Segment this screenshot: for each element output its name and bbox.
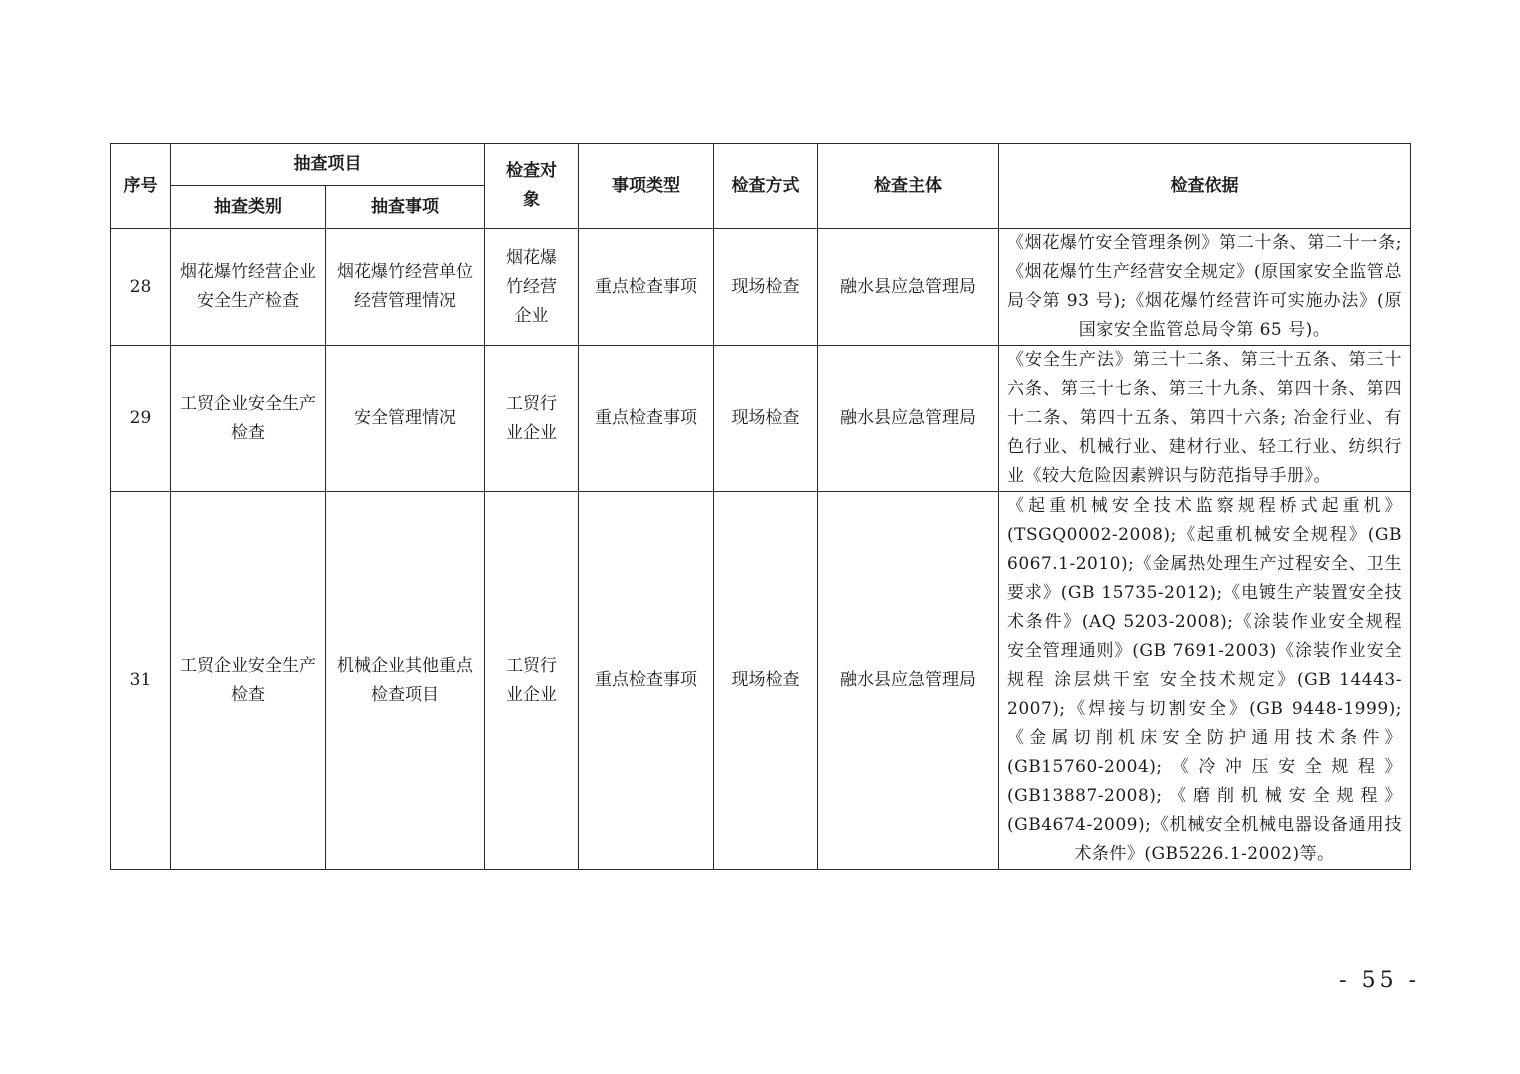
row-matter: 安全管理情况 — [326, 346, 485, 492]
row-object: 烟花爆竹经营企业 — [485, 229, 579, 346]
row-category: 工贸企业安全生产检查 — [171, 346, 326, 492]
row-type: 重点检查事项 — [579, 492, 714, 870]
page-number: - 55 - — [1339, 968, 1420, 993]
table-row — [111, 229, 1411, 346]
row-basis: 《烟花爆竹安全管理条例》第二十条、第二十一条;《烟花爆竹生产经营安全规定》(原国家安全监管总局令第 93 号);《烟花爆竹经营许可实施办法》(原国家安全监管总局令第 65 号)。 — [999, 229, 1411, 346]
row-type: 重点检查事项 — [579, 346, 714, 492]
row-subject: 融水县应急管理局 — [818, 492, 999, 870]
row-seq: 29 — [111, 346, 171, 492]
header-matter: 抽查事项 — [326, 186, 485, 229]
row-method: 现场检查 — [714, 492, 818, 870]
header-row-1 — [111, 144, 1411, 186]
row-method: 现场检查 — [714, 229, 818, 346]
row-seq: 31 — [111, 492, 171, 870]
row-basis: 《起重机械安全技术监察规程桥式起重机》(TSGQ0002-2008);《起重机械安全规程》(GB 6067.1-2010);《金属热处理生产过程安全、卫生要求》(GB 15735-2012);《电镀生产装置安全技术条件》(AQ 5203-2008);《涂装作业安全规程 安全管理通则》(GB 7691-2003)《涂装作业安全规程 涂层烘干室 安全技术规定》(GB 14443-2007);《焊接与切割安全》(GB 9448-1999);《金属切削机床安全防护通用技术条件》(GB15760-2004);《冷冲压安全规程》(GB13887-2008);《磨削机械安全规程》(GB4674-2009);《机械安全机械电器设备通用技术条件》(GB5226.1-2002)等。 — [999, 492, 1411, 870]
inspection-table — [110, 143, 1411, 870]
header-method: 检查方式 — [714, 144, 818, 229]
header-seq: 序号 — [111, 144, 171, 229]
table-row — [111, 346, 1411, 492]
row-object: 工贸行业企业 — [485, 346, 579, 492]
row-method: 现场检查 — [714, 346, 818, 492]
row-subject: 融水县应急管理局 — [818, 229, 999, 346]
table-row — [111, 492, 1411, 870]
row-basis: 《安全生产法》第三十二条、第三十五条、第三十六条、第三十七条、第三十九条、第四十条、第四十二条、第四十五条、第四十六条; 冶金行业、有色行业、机械行业、建材行业、轻工行业、纺织行业《较大危险因素辨识与防范指导手册》。 — [999, 346, 1411, 492]
header-basis: 检查依据 — [999, 144, 1411, 229]
header-object: 检查对象 — [485, 144, 579, 229]
row-category: 烟花爆竹经营企业安全生产检查 — [171, 229, 326, 346]
row-matter: 烟花爆竹经营单位经营管理情况 — [326, 229, 485, 346]
row-type: 重点检查事项 — [579, 229, 714, 346]
row-object: 工贸行业企业 — [485, 492, 579, 870]
header-item-group: 抽查项目 — [171, 144, 485, 186]
header-subject: 检查主体 — [818, 144, 999, 229]
row-matter: 机械企业其他重点检查项目 — [326, 492, 485, 870]
row-category: 工贸企业安全生产检查 — [171, 492, 326, 870]
header-category: 抽查类别 — [171, 186, 326, 229]
row-seq: 28 — [111, 229, 171, 346]
header-type: 事项类型 — [579, 144, 714, 229]
row-subject: 融水县应急管理局 — [818, 346, 999, 492]
